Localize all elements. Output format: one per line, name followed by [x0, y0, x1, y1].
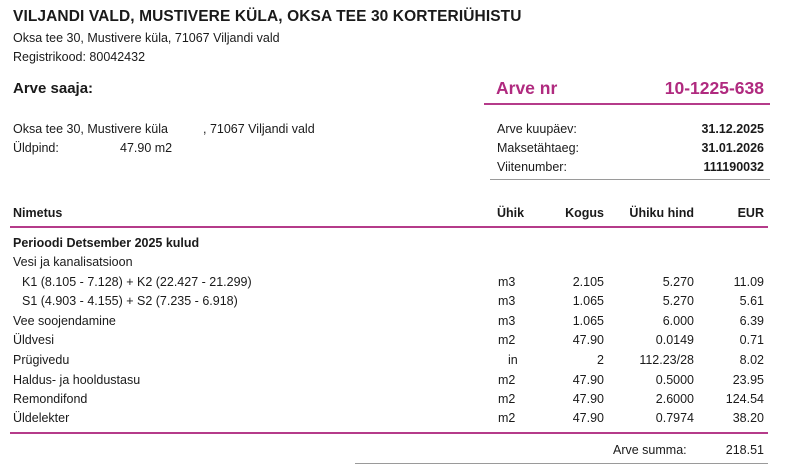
- row-sum: 8.02: [739, 353, 764, 367]
- column-header-quantity: Kogus: [565, 206, 604, 220]
- row-unit-price: 2.6000: [655, 392, 694, 406]
- row-sum: 5.61: [739, 294, 764, 308]
- table-row: [0, 392, 786, 411]
- table-row: [0, 275, 786, 294]
- row-quantity: 2.105: [572, 275, 604, 289]
- row-quantity: 47.90: [572, 411, 604, 425]
- row-name: S1 (4.903 - 4.155) + S2 (7.235 - 6.918): [22, 294, 238, 308]
- reference-number-value: 111190032: [703, 160, 764, 174]
- table-row: [0, 314, 786, 333]
- row-unit: m2: [498, 373, 516, 387]
- row-quantity: 47.90: [572, 373, 604, 387]
- column-header-name: Nimetus: [13, 206, 63, 220]
- row-quantity: 2: [597, 353, 604, 367]
- row-name: Üldvesi: [13, 333, 54, 347]
- organization-name: VILJANDI VALD, MUSTIVERE KÜLA, OKSA TEE 30 KORTERIÜHISTU: [13, 8, 522, 25]
- row-sum: 38.20: [732, 411, 764, 425]
- recipient-address-city: , 71067 Viljandi vald: [203, 122, 315, 136]
- table-row: [0, 294, 786, 313]
- row-unit-price: 0.5000: [655, 373, 694, 387]
- row-unit: in: [508, 353, 518, 367]
- row-name: Remondifond: [13, 392, 88, 406]
- row-unit: m3: [498, 294, 516, 308]
- table-row: [0, 353, 786, 372]
- organization-address: Oksa tee 30, Mustivere küla, 71067 Viljandi vald: [13, 31, 280, 45]
- recipient-address-street: Oksa tee 30, Mustivere küla: [13, 122, 168, 136]
- area-label: Üldpind:: [13, 141, 59, 155]
- invoice-date-label: Arve kuupäev:: [497, 122, 577, 136]
- row-unit-price: 112.23/28: [639, 353, 694, 367]
- row-sum: 11.09: [733, 275, 764, 289]
- row-unit: m2: [498, 411, 516, 425]
- row-unit: m2: [498, 392, 516, 406]
- row-unit-price: 5.270: [662, 294, 694, 308]
- total-value: 218.51: [725, 443, 764, 457]
- invoice-date-value: 31.12.2025: [701, 122, 764, 136]
- row-unit-price: 0.0149: [655, 333, 694, 347]
- row-name: Haldus- ja hooldustasu: [13, 373, 141, 387]
- row-sum: 124.54: [725, 392, 764, 406]
- row-unit-price: 5.270: [662, 275, 694, 289]
- row-quantity: 47.90: [572, 333, 604, 347]
- row-name: K1 (8.105 - 7.128) + K2 (22.427 - 21.299): [22, 275, 252, 289]
- due-date-label: Maksetähtaeg:: [497, 141, 579, 155]
- row-sum: 0.71: [739, 333, 764, 347]
- invoice-number-rule: [484, 103, 770, 105]
- row-name: Üldelekter: [13, 411, 70, 425]
- row-sum: 6.39: [739, 314, 764, 328]
- row-unit-price: 0.7974: [655, 411, 694, 425]
- row-name: Prügivedu: [13, 353, 70, 367]
- row-quantity: 1.065: [572, 314, 604, 328]
- table-row: [0, 255, 786, 274]
- row-name: Vesi ja kanalisatsioon: [13, 255, 133, 269]
- registry-code: Registrikood: 80042432: [13, 50, 146, 64]
- row-quantity: 47.90: [572, 392, 604, 406]
- total-label: Arve summa:: [613, 443, 687, 457]
- period-title: Perioodi Detsember 2025 kulud: [13, 236, 200, 250]
- table-row: [0, 411, 786, 430]
- table-footer-rule: [10, 432, 768, 434]
- table-header-rule: [10, 226, 768, 228]
- area-value: 47.90 m2: [120, 141, 173, 155]
- total-rule: [355, 463, 768, 464]
- due-date-value: 31.01.2026: [701, 141, 764, 155]
- table-row: [0, 373, 786, 392]
- row-unit-price: 6.000: [662, 314, 694, 328]
- row-name: Vee soojendamine: [13, 314, 116, 328]
- table-row: [0, 333, 786, 352]
- row-sum: 23.95: [732, 373, 764, 387]
- recipient-heading: Arve saaja:: [13, 80, 94, 97]
- reference-number-label: Viitenumber:: [497, 160, 567, 174]
- invoice-number-label: Arve nr: [496, 78, 558, 98]
- column-header-unit-price: Ühiku hind: [629, 206, 694, 220]
- row-unit: m3: [498, 275, 516, 289]
- invoice-number-value: 10-1225-638: [664, 78, 764, 98]
- row-unit: m3: [498, 314, 516, 328]
- row-unit: m2: [498, 333, 516, 347]
- column-header-sum: EUR: [737, 206, 764, 220]
- row-quantity: 1.065: [572, 294, 604, 308]
- meta-rule: [490, 179, 770, 180]
- column-header-unit: Ühik: [497, 206, 525, 220]
